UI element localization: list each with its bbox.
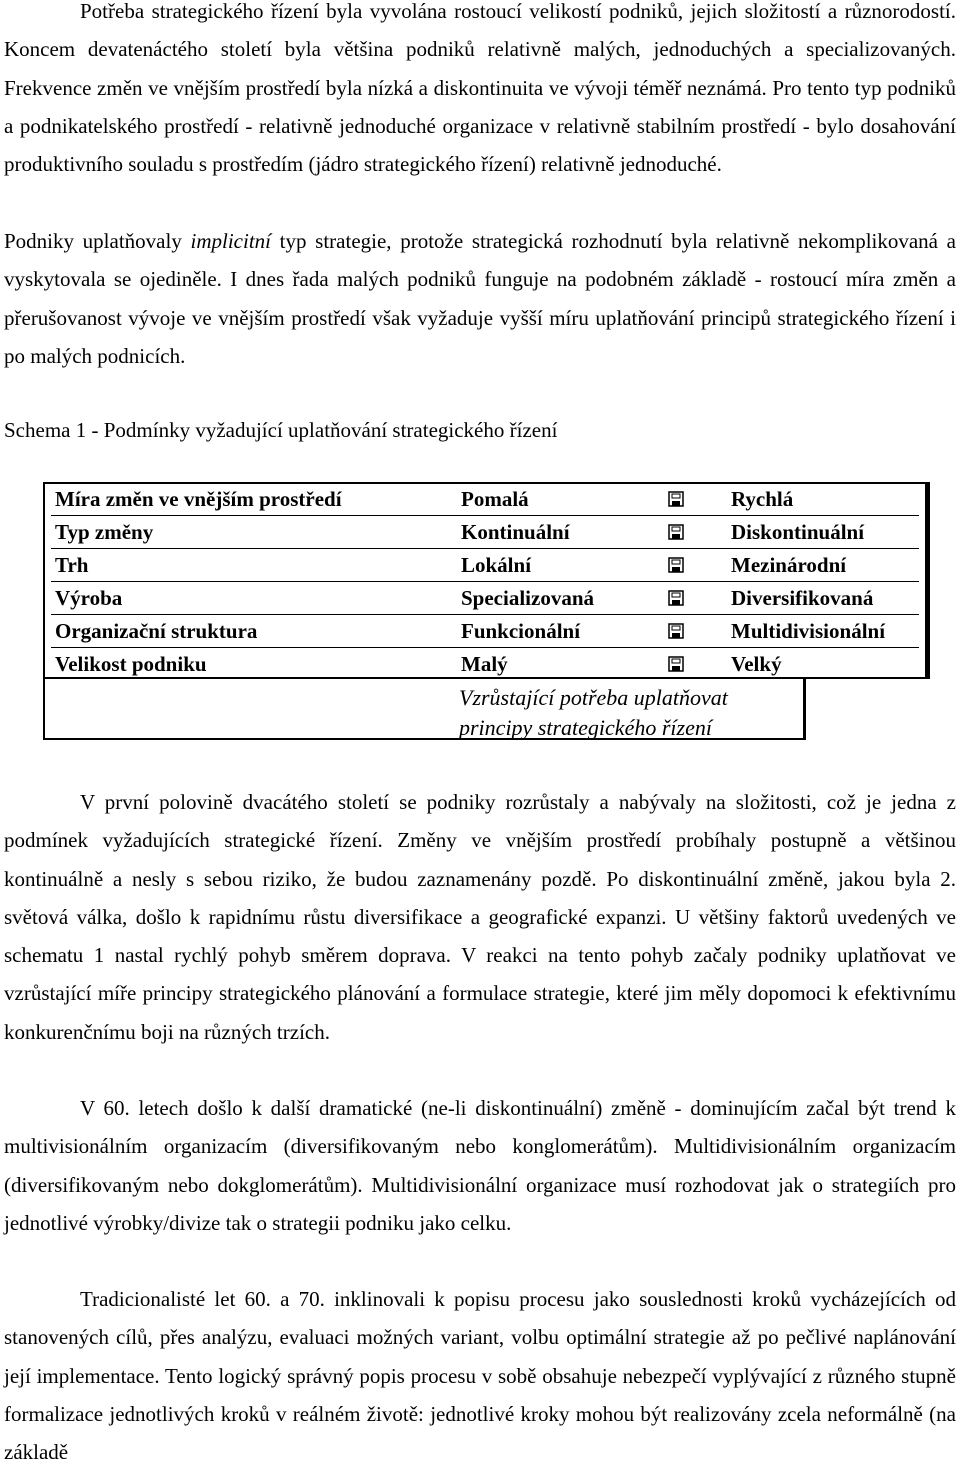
- schema-factor: Velikost podniku: [55, 652, 207, 676]
- schema-row: [51, 648, 921, 681]
- schema-row: [51, 516, 921, 549]
- schema-from: Pomalá: [461, 487, 529, 511]
- arrow-to-right-icon: [668, 656, 684, 672]
- arrow-to-right-icon: [668, 491, 684, 507]
- schema-to: Diskontinuální: [731, 520, 865, 544]
- schema-result-line-2: principy strategického řízení: [459, 715, 712, 740]
- arrow-to-right-icon: [668, 524, 684, 540]
- paragraph-5: Tradicionalisté let 60. a 70. inklinovali k popisu procesu jako souslednosti kroků vycházejících od stanovených cílů, přes analýzu, evaluaci možných variant, volbu optimální strategie až po pečlivé naplánování její implementace. Tento logický správný popis procesu v sobě obsahuje nebezpečí vyplývající z různého stupně formalizace jednotlivých kroků v reálném životě: jednotlivé kroky mohou být realizovány zcela neformálně (na základě: [4, 1287, 956, 1465]
- schema-result: [459, 683, 799, 743]
- schema-row: [51, 582, 921, 615]
- schema-from: Funkcionální: [461, 619, 581, 643]
- schema-factor: Trh: [55, 553, 89, 577]
- schema-factor: Organizační struktura: [55, 619, 258, 643]
- schema-row: [51, 483, 921, 516]
- schema-factor: Míra změn ve vnějším prostředí: [55, 487, 342, 511]
- schema-factor: Výroba: [55, 586, 123, 610]
- schema-to: Diversifikovaná: [731, 586, 874, 610]
- paragraph-1: Potřeba strategického řízení byla vyvolána rostoucí velikostí podniků, jejich složitostí a různorodostí. Koncem devatenáctého století byla většina podniků relativně malých, jednoduchých a specializovaných. Frekvence změn ve vnějším prostředí byla nízká a diskontinuita ve vývoji téměř neznámá. Pro tento typ podniků a podnikatelského prostředí - relativně jednoduché organizace v relativně stabilním prostředí - bylo dosahování produktivního souladu s prostředím (jádro strategického řízení) relativně jednoduché.: [4, 0, 956, 177]
- schema-factor: Typ změny: [55, 520, 154, 544]
- schema-from: Specializovaná: [461, 586, 595, 610]
- schema-to: Multidivisionální: [731, 619, 886, 643]
- schema-from: Lokální: [461, 553, 532, 577]
- schema-to: Rychlá: [731, 487, 794, 511]
- schema-to: Mezinárodní: [731, 553, 847, 577]
- paragraph-2-end: typ strategie, protože strategická rozhodnutí byla relativně nekomplikovaná a vyskytovala se ojediněle. I dnes řada malých podniků funguje na podobném základě - rostoucí míra změn a přerušovanost vývoje ve vnějším prostředí však vyžaduje vyšší míru uplatňování principů strategického řízení i po malých podnicích.: [4, 229, 956, 368]
- arrow-to-right-icon: [668, 590, 684, 606]
- paragraph-3: V první polovině dvacátého století se podniky rozrůstaly a nabývaly na složitosti, což je jedna z podmínek vyžadujících strategické řízení. Změny ve vnějším prostředí probíhaly postupně a většinou kontinuálně a nesly s sebou riziko, že budou zaznamenány pozdě. Po diskontinuální změně, jakou byla 2. světová válka, došlo k rapidnímu růstu diversifikace a geografické expanzi. U většiny faktorů uvedených ve schematu 1 nastal rychlý pohyb směrem doprava. V reakci na tento pohyb začaly podniky uplatňovat ve vzrůstající míře principy strategického plánování a formulace strategie, které jim měly dopomoci k efektivnímu konkurenčnímu boji na různých trzích.: [4, 790, 956, 1044]
- schema-to: Velký: [731, 652, 782, 676]
- paragraph-2: [4, 222, 956, 375]
- schema-table: [43, 482, 935, 740]
- paragraph-4: V 60. letech došlo k další dramatické (ne-li diskontinuální) změně - dominujícím začal být trend k multivisionálním organizacím (diversifikovaným nebo konglomerátům). Multidivisionálním organizacím (diversifikovaným nebo dokglomerátům). Multidivisionální organizace musí rozhodovat jak o strategiích pro jednotlivé výrobky/divize tak o strategii podniku jako celku.: [4, 1096, 956, 1235]
- schema-result-line-1: Vzrůstající potřeba uplatňovat: [459, 685, 728, 710]
- schema-row: [51, 549, 921, 582]
- schema-from: Kontinuální: [461, 520, 570, 544]
- schema-caption: Schema 1 - Podmínky vyžadující uplatňování strategického řízení: [4, 418, 558, 442]
- schema-row: [51, 615, 921, 648]
- arrow-to-right-icon: [668, 557, 684, 573]
- paragraph-2-start: Podniky uplatňovaly: [4, 229, 191, 253]
- emphasis-implicit: implicitní: [190, 229, 271, 253]
- arrow-to-right-icon: [668, 623, 684, 639]
- schema-from: Malý: [461, 652, 508, 676]
